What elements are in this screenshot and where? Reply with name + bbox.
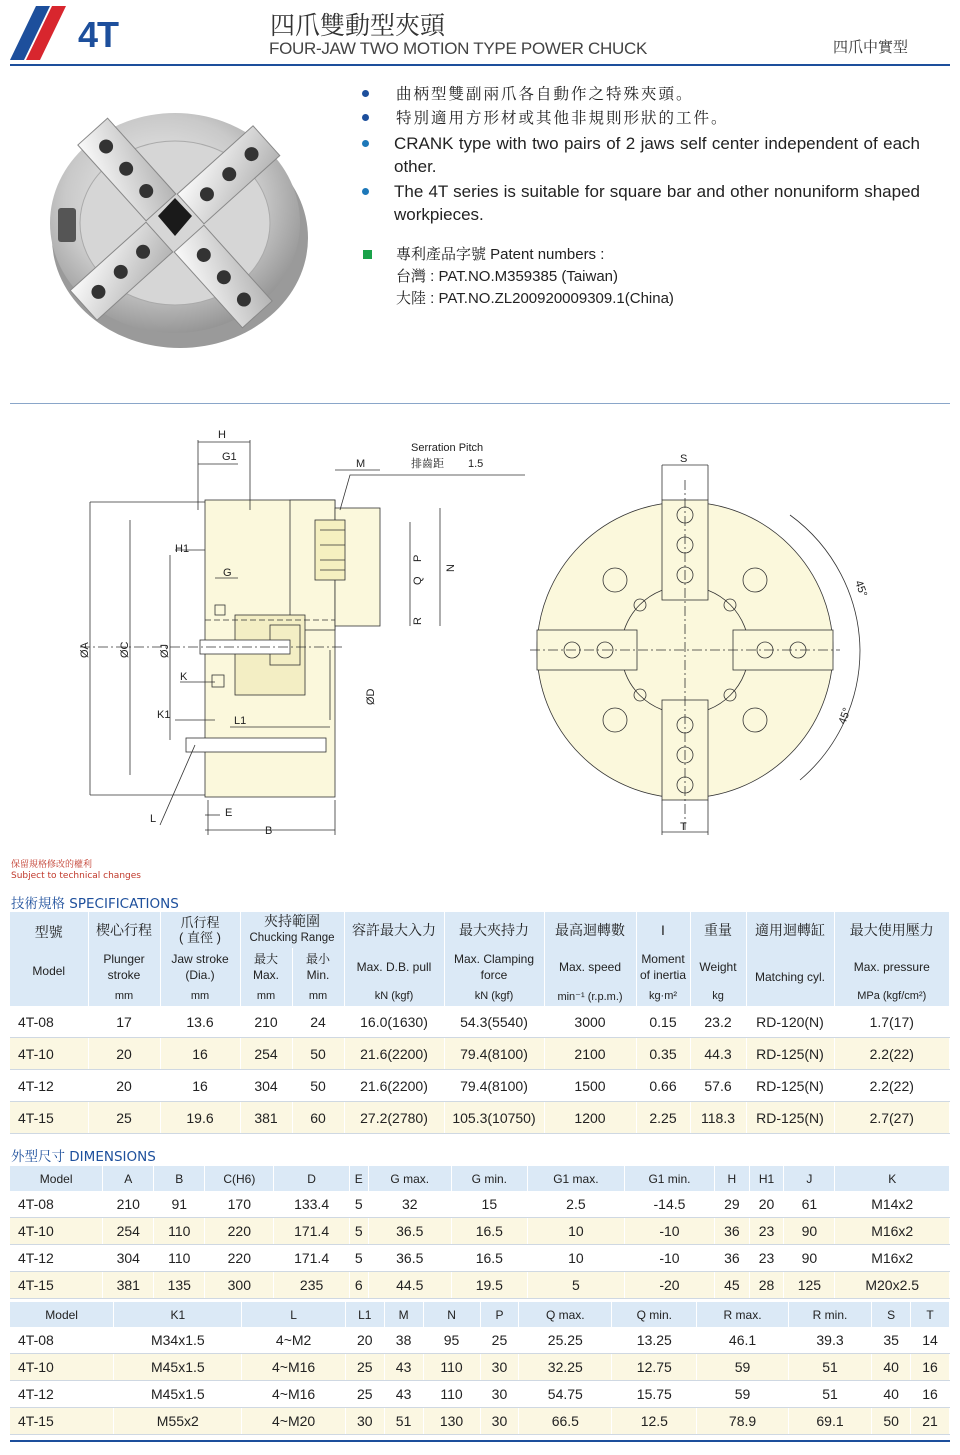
bullet-icon: [362, 114, 369, 121]
dim2-cell: 43: [384, 1354, 423, 1381]
label-p: P: [412, 554, 424, 562]
spec-cell: 381: [240, 1102, 292, 1134]
spec-cell: 4T-10: [10, 1038, 88, 1070]
dim1-cell: -10: [624, 1218, 714, 1245]
dim2-cell: 38: [384, 1327, 423, 1354]
dim1-cell: 4T-15: [10, 1272, 103, 1299]
spec-cell: RD-125(N): [746, 1102, 834, 1134]
dim1-cell: 16.5: [451, 1245, 527, 1272]
dim2-cell: 95: [423, 1327, 480, 1354]
dim2-cell: 4~M20: [242, 1408, 346, 1435]
spec-cell: 1500: [544, 1070, 636, 1102]
dim1-cell: M14x2: [835, 1191, 950, 1218]
dim1-cell: 110: [154, 1218, 205, 1245]
spec-h2-jaw: Jaw stroke (Dia.): [160, 948, 240, 986]
label-s: S: [680, 453, 688, 465]
spec-cell: 2.2(22): [834, 1038, 950, 1070]
dim1-cell: 300: [205, 1272, 274, 1299]
dim2-cell: 4T-08: [10, 1327, 114, 1354]
spec-h2-inertia: Moment of inertia: [636, 948, 690, 986]
dim1-cell: 171.4: [274, 1218, 349, 1245]
dim1-header-cell: H1: [749, 1166, 784, 1191]
label-e: E: [225, 807, 233, 819]
header-divider: [10, 64, 950, 66]
dim1-header-cell: G min.: [451, 1166, 527, 1191]
spec-cell: 254: [240, 1038, 292, 1070]
spec-unit-pull: kN (kgf): [344, 986, 444, 1006]
dim1-cell: 45: [715, 1272, 750, 1299]
dim1-cell: 4T-12: [10, 1245, 103, 1272]
dim2-cell: M34x1.5: [114, 1327, 242, 1354]
label-l1: L1: [234, 715, 247, 727]
dim1-cell: 36.5: [368, 1245, 451, 1272]
label-t: T: [680, 821, 687, 833]
spec-cell: 79.4(8100): [444, 1038, 544, 1070]
patent-info: [360, 244, 920, 310]
spec-h-chucking: 夾持範圍 Chucking Range: [240, 912, 344, 948]
dim2-cell: 4~M16: [242, 1381, 346, 1408]
dim2-cell: 54.75: [519, 1381, 612, 1408]
product-type: 四爪中實型: [833, 38, 909, 56]
side-view: [80, 440, 525, 835]
dim1-cell: 23: [749, 1245, 784, 1272]
footer-divider: [10, 1440, 950, 1442]
spec-cell: 105.3(10750): [444, 1102, 544, 1134]
dim1-cell: 19.5: [451, 1272, 527, 1299]
dim1-cell: -10: [624, 1245, 714, 1272]
dim2-cell: 14: [911, 1327, 950, 1354]
spec-h-inertia: I: [636, 912, 690, 948]
dim1-cell: 91: [154, 1191, 205, 1218]
dim1-cell: 10: [527, 1218, 624, 1245]
spec-cell: 50: [292, 1038, 344, 1070]
spec-h2-pressure: Max. pressure: [834, 948, 950, 986]
dim1-cell: 28: [749, 1272, 784, 1299]
section-divider: [10, 403, 950, 404]
spec-h2-clamp: Max. Clamping force: [444, 948, 544, 986]
dim2-cell: 51: [788, 1381, 872, 1408]
chuck-photo: [40, 88, 310, 358]
spec-h2-pull: Max. D.B. pull: [344, 948, 444, 986]
dim2-header-cell: K1: [114, 1302, 242, 1327]
dim1-cell: M16x2: [835, 1245, 950, 1272]
spec-h-clamp: 最大夾持力: [444, 912, 544, 948]
dim1-cell: 4T-08: [10, 1191, 103, 1218]
spec-cell: 4T-15: [10, 1102, 88, 1134]
spec-cell: 0.35: [636, 1038, 690, 1070]
spec-unit-pressure: MPa (kgf/cm²): [834, 986, 950, 1006]
spec-unit-jaw: mm: [160, 986, 240, 1006]
spec-cell: 21.6(2200): [344, 1038, 444, 1070]
dim1-cell: 32: [368, 1191, 451, 1218]
dim1-cell: 254: [103, 1218, 154, 1245]
spec-h2-plunger: Plunger stroke: [88, 948, 160, 986]
dim2-cell: 4T-12: [10, 1381, 114, 1408]
dim2-row: [10, 1354, 950, 1381]
spec-cell: 23.2: [690, 1006, 746, 1038]
dim1-cell: 20: [749, 1191, 784, 1218]
dim2-header-cell: M: [384, 1302, 423, 1327]
dim1-header-cell: E: [349, 1166, 368, 1191]
dim1-cell: 36: [715, 1218, 750, 1245]
spec-unit-speed: min⁻¹ (r.p.m.): [544, 986, 636, 1006]
dim1-cell: -14.5: [624, 1191, 714, 1218]
bullet-icon: [362, 90, 369, 97]
spec-cell: 19.6: [160, 1102, 240, 1134]
spec-cell: 27.2(2780): [344, 1102, 444, 1134]
dim1-cell: 16.5: [451, 1218, 527, 1245]
dim1-row: [10, 1272, 950, 1299]
spec-row: [10, 1070, 950, 1102]
dim2-cell: 46.1: [697, 1327, 788, 1354]
spec-unit-inertia: kg·m²: [636, 986, 690, 1006]
dim2-cell: 66.5: [519, 1408, 612, 1435]
spec-cell: 25: [88, 1102, 160, 1134]
dim1-header-cell: D: [274, 1166, 349, 1191]
front-view: [530, 465, 860, 835]
spec-h-plunger: 楔心行程: [88, 912, 160, 948]
spec-title: 技術規格 SPECIFICATIONS: [11, 896, 179, 912]
dim2-cell: 39.3: [788, 1327, 872, 1354]
dim2-cell: 78.9: [697, 1408, 788, 1435]
dim1-header-cell: H: [715, 1166, 750, 1191]
label-45-bottom: 45°: [836, 706, 854, 727]
dim2-header-cell: Q max.: [519, 1302, 612, 1327]
spec-cell: 16: [160, 1070, 240, 1102]
spec-row: [10, 1038, 950, 1070]
brand-stripes-icon: [10, 6, 70, 60]
spec-cell: 20: [88, 1038, 160, 1070]
dim1-cell: 133.4: [274, 1191, 349, 1218]
label-d: ØD: [365, 688, 377, 705]
dim1-cell: 170: [205, 1191, 274, 1218]
dim2-header-cell: R max.: [697, 1302, 788, 1327]
label-pitch: 1.5: [468, 458, 484, 470]
dim2-cell: 110: [423, 1381, 480, 1408]
dim1-cell: 36: [715, 1245, 750, 1272]
spec-row: [10, 1006, 950, 1038]
dim-title: 外型尺寸 DIMENSIONS: [11, 1149, 156, 1165]
dim1-row: [10, 1245, 950, 1272]
feature-en-1: CRANK type with two pairs of 2 jaws self center independent of each other.: [360, 132, 920, 178]
dim1-header-cell: G1 max.: [527, 1166, 624, 1191]
dim2-header-cell: N: [423, 1302, 480, 1327]
dim2-cell: 69.1: [788, 1408, 872, 1435]
label-h1: H1: [175, 543, 190, 555]
dim1-cell: 23: [749, 1218, 784, 1245]
dim1-cell: 135: [154, 1272, 205, 1299]
brand-logo: 4T: [78, 14, 119, 55]
dim2-cell: 43: [384, 1381, 423, 1408]
spec-cell: 2.2(22): [834, 1070, 950, 1102]
dim2-cell: 25.25: [519, 1327, 612, 1354]
dim2-header-cell: L1: [345, 1302, 384, 1327]
spec-cell: 54.3(5540): [444, 1006, 544, 1038]
spec-h-speed: 最高迴轉數: [544, 912, 636, 948]
dim1-header-cell: C(H6): [205, 1166, 274, 1191]
label-serration: Serration Pitch: [411, 442, 484, 454]
dim1-cell: 90: [784, 1245, 835, 1272]
dim2-header-cell: S: [872, 1302, 911, 1327]
spec-cell: 20: [88, 1070, 160, 1102]
spec-cell: 2.25: [636, 1102, 690, 1134]
spec-cell: RD-120(N): [746, 1006, 834, 1038]
spec-cell: RD-125(N): [746, 1070, 834, 1102]
label-n: N: [445, 564, 457, 572]
dim1-cell: 10: [527, 1245, 624, 1272]
dim1-cell: 29: [715, 1191, 750, 1218]
dim2-cell: 20: [345, 1327, 384, 1354]
spec-unit-min: mm: [292, 986, 344, 1006]
dim1-header-cell: G1 min.: [624, 1166, 714, 1191]
dim2-cell: 59: [697, 1354, 788, 1381]
spec-h-pull: 容許最大入力: [344, 912, 444, 948]
spec-h-cyl: 適用迴轉缸: [746, 912, 834, 948]
spec-cell: 16.0(1630): [344, 1006, 444, 1038]
spec-cell: 60: [292, 1102, 344, 1134]
dim2-cell: 40: [872, 1381, 911, 1408]
label-g: G: [223, 567, 232, 579]
dim1-cell: 6: [349, 1272, 368, 1299]
spec-cell: 0.66: [636, 1070, 690, 1102]
dim2-header: [10, 1302, 950, 1327]
label-g1: G1: [222, 451, 237, 463]
dim2-header-cell: P: [480, 1302, 519, 1327]
label-j: ØJ: [159, 643, 171, 658]
dim1-row: [10, 1218, 950, 1245]
dim1-cell: 171.4: [274, 1245, 349, 1272]
patent-taiwan: 台灣 : PAT.NO.M359385 (Taiwan): [396, 268, 619, 285]
dim2-cell: 110: [423, 1354, 480, 1381]
dim2-cell: 25: [345, 1354, 384, 1381]
spec-cell: 16: [160, 1038, 240, 1070]
dim2-cell: 4~M16: [242, 1354, 346, 1381]
patent-title: 專利產品字號 Patent numbers :: [360, 244, 920, 266]
feature-zh-1: 曲柄型雙副兩爪各自動作之特殊夾頭。: [360, 82, 920, 106]
dim2-cell: 51: [384, 1408, 423, 1435]
dim1-cell: 381: [103, 1272, 154, 1299]
dim-table-1: [10, 1166, 950, 1299]
dim1-cell: -20: [624, 1272, 714, 1299]
dim2-header-cell: Model: [10, 1302, 114, 1327]
dim2-header-cell: L: [242, 1302, 346, 1327]
dim2-cell: 30: [480, 1354, 519, 1381]
label-q: Q: [412, 576, 424, 585]
label-k: K: [180, 671, 188, 683]
dim1-header: [10, 1166, 950, 1191]
dim1-header-cell: G max.: [368, 1166, 451, 1191]
dim1-cell: 5: [349, 1218, 368, 1245]
spec-h2-weight: Weight: [690, 948, 746, 986]
dim1-cell: 44.5: [368, 1272, 451, 1299]
technical-drawing: [0, 420, 960, 840]
spec-cell: 17: [88, 1006, 160, 1038]
dim1-cell: 61: [784, 1191, 835, 1218]
dim2-cell: 25: [345, 1381, 384, 1408]
spec-h-jaw: 爪行程 ( 直徑 ): [160, 912, 240, 948]
dim2-cell: M55x2: [114, 1408, 242, 1435]
spec-cell: 79.4(8100): [444, 1070, 544, 1102]
spec-row: [10, 1102, 950, 1134]
dim2-cell: 51: [788, 1354, 872, 1381]
page-title-en: FOUR-JAW TWO MOTION TYPE POWER CHUCK: [269, 39, 647, 58]
dim1-cell: 4T-10: [10, 1218, 103, 1245]
label-m: M: [356, 458, 366, 470]
dim1-cell: 235: [274, 1272, 349, 1299]
dim2-cell: 12.5: [612, 1408, 697, 1435]
dim1-cell: 90: [784, 1218, 835, 1245]
square-bullet-icon: [363, 250, 372, 259]
spec-cell: 50: [292, 1070, 344, 1102]
spec-h2-min: 最小 Min.: [292, 948, 344, 986]
spec-unit-plunger: mm: [88, 986, 160, 1006]
label-c: ØC: [119, 641, 131, 658]
dim2-cell: 16: [911, 1354, 950, 1381]
label-r: R: [412, 617, 424, 625]
spec-h-pressure: 最大使用壓力: [834, 912, 950, 948]
dim1-cell: 304: [103, 1245, 154, 1272]
label-k1: K1: [157, 709, 171, 721]
dim2-header-cell: R min.: [788, 1302, 872, 1327]
spec-cell: 0.15: [636, 1006, 690, 1038]
dim2-row: [10, 1408, 950, 1435]
dim2-cell: 25: [480, 1327, 519, 1354]
dim2-cell: 40: [872, 1354, 911, 1381]
spec-cell: 1.7(17): [834, 1006, 950, 1038]
dim1-header-cell: B: [154, 1166, 205, 1191]
label-h: H: [218, 429, 226, 441]
dim1-cell: M16x2: [835, 1218, 950, 1245]
page-title-zh: 四爪雙動型夾頭: [270, 11, 446, 40]
page-header: [0, 0, 960, 70]
dim2-cell: 4~M2: [242, 1327, 346, 1354]
patent-china: 大陸 : PAT.NO.ZL200920009309.1(China): [396, 290, 674, 307]
spec-h2-max: 最大 Max.: [240, 948, 292, 986]
dim2-cell: 130: [423, 1408, 480, 1435]
feature-zh-2: 特別適用方形材或其他非規則形狀的工件。: [360, 106, 920, 130]
dim2-cell: 30: [480, 1381, 519, 1408]
label-l: L: [150, 813, 157, 825]
dim2-cell: 12.75: [612, 1354, 697, 1381]
spec-cell: 4T-12: [10, 1070, 88, 1102]
dim1-cell: 5: [349, 1245, 368, 1272]
spec-h-model: 型號 Model: [10, 912, 88, 986]
technical-note: [11, 860, 141, 882]
label-serration-zh: 排齒距: [411, 458, 444, 470]
dim2-cell: 4T-10: [10, 1354, 114, 1381]
feature-list: [360, 82, 920, 226]
dim1-cell: 220: [205, 1218, 274, 1245]
dim1-cell: 36.5: [368, 1218, 451, 1245]
spec-cell: 44.3: [690, 1038, 746, 1070]
dim1-row: [10, 1191, 950, 1218]
spec-unit-max: mm: [240, 986, 292, 1006]
spec-unit-model: [10, 986, 88, 1006]
spec-cell: 57.6: [690, 1070, 746, 1102]
spec-unit-weight: kg: [690, 986, 746, 1006]
dim2-cell: 50: [872, 1408, 911, 1435]
dim1-cell: 220: [205, 1245, 274, 1272]
dim2-header-cell: Q min.: [612, 1302, 697, 1327]
spec-cell: 2.7(27): [834, 1102, 950, 1134]
spec-cell: 24: [292, 1006, 344, 1038]
label-b: B: [265, 825, 273, 837]
dim1-header-cell: A: [103, 1166, 154, 1191]
dim1-cell: 5: [527, 1272, 624, 1299]
feature-en-2: The 4T series is suitable for square bar and other nonuniform shaped workpieces.: [360, 180, 920, 226]
dim2-cell: 13.25: [612, 1327, 697, 1354]
spec-cell: 1200: [544, 1102, 636, 1134]
dim2-cell: M45x1.5: [114, 1354, 242, 1381]
dim1-cell: 15: [451, 1191, 527, 1218]
spec-cell: RD-125(N): [746, 1038, 834, 1070]
dim1-header-cell: J: [784, 1166, 835, 1191]
spec-body: [10, 1006, 950, 1134]
spec-cell: 210: [240, 1006, 292, 1038]
spec-cell: 13.6: [160, 1006, 240, 1038]
dim1-cell: M20x2.5: [835, 1272, 950, 1299]
dim1-header-cell: Model: [10, 1166, 103, 1191]
dim2-cell: 30: [480, 1408, 519, 1435]
dim1-cell: 110: [154, 1245, 205, 1272]
dim-table-2: [10, 1302, 950, 1435]
dim1-header-cell: K: [835, 1166, 950, 1191]
note-zh: 保留規格修改的權利: [11, 860, 93, 870]
spec-h-weight: 重量: [690, 912, 746, 948]
dim2-row: [10, 1381, 950, 1408]
spec-cell: 21.6(2200): [344, 1070, 444, 1102]
dim2-cell: 16: [911, 1381, 950, 1408]
dim2-header-cell: T: [911, 1302, 950, 1327]
spec-cell: 3000: [544, 1006, 636, 1038]
dim1-cell: 5: [349, 1191, 368, 1218]
dim2-cell: 21: [911, 1408, 950, 1435]
spec-cell: 4T-08: [10, 1006, 88, 1038]
spec-h2-speed: Max. speed: [544, 948, 636, 986]
dim2-cell: M45x1.5: [114, 1381, 242, 1408]
dim1-cell: 210: [103, 1191, 154, 1218]
spec-cell: 2100: [544, 1038, 636, 1070]
note-en: Subject to technical changes: [11, 871, 141, 881]
dim2-cell: 15.75: [612, 1381, 697, 1408]
spec-unit-clamp: kN (kgf): [444, 986, 544, 1006]
dim2-cell: 4T-15: [10, 1408, 114, 1435]
dim1-cell: 125: [784, 1272, 835, 1299]
spec-table: [10, 912, 950, 1134]
label-a: ØA: [79, 642, 91, 658]
dim2-row: [10, 1327, 950, 1354]
dim2-cell: 30: [345, 1408, 384, 1435]
bullet-icon: [362, 188, 369, 195]
dim2-cell: 32.25: [519, 1354, 612, 1381]
spec-h2-cyl: Matching cyl.: [746, 948, 834, 1006]
bullet-icon: [362, 140, 369, 147]
spec-cell: 304: [240, 1070, 292, 1102]
label-45-top: 45°: [852, 578, 870, 599]
spec-cell: 118.3: [690, 1102, 746, 1134]
dim1-cell: 2.5: [527, 1191, 624, 1218]
dim2-cell: 35: [872, 1327, 911, 1354]
dim2-cell: 59: [697, 1381, 788, 1408]
